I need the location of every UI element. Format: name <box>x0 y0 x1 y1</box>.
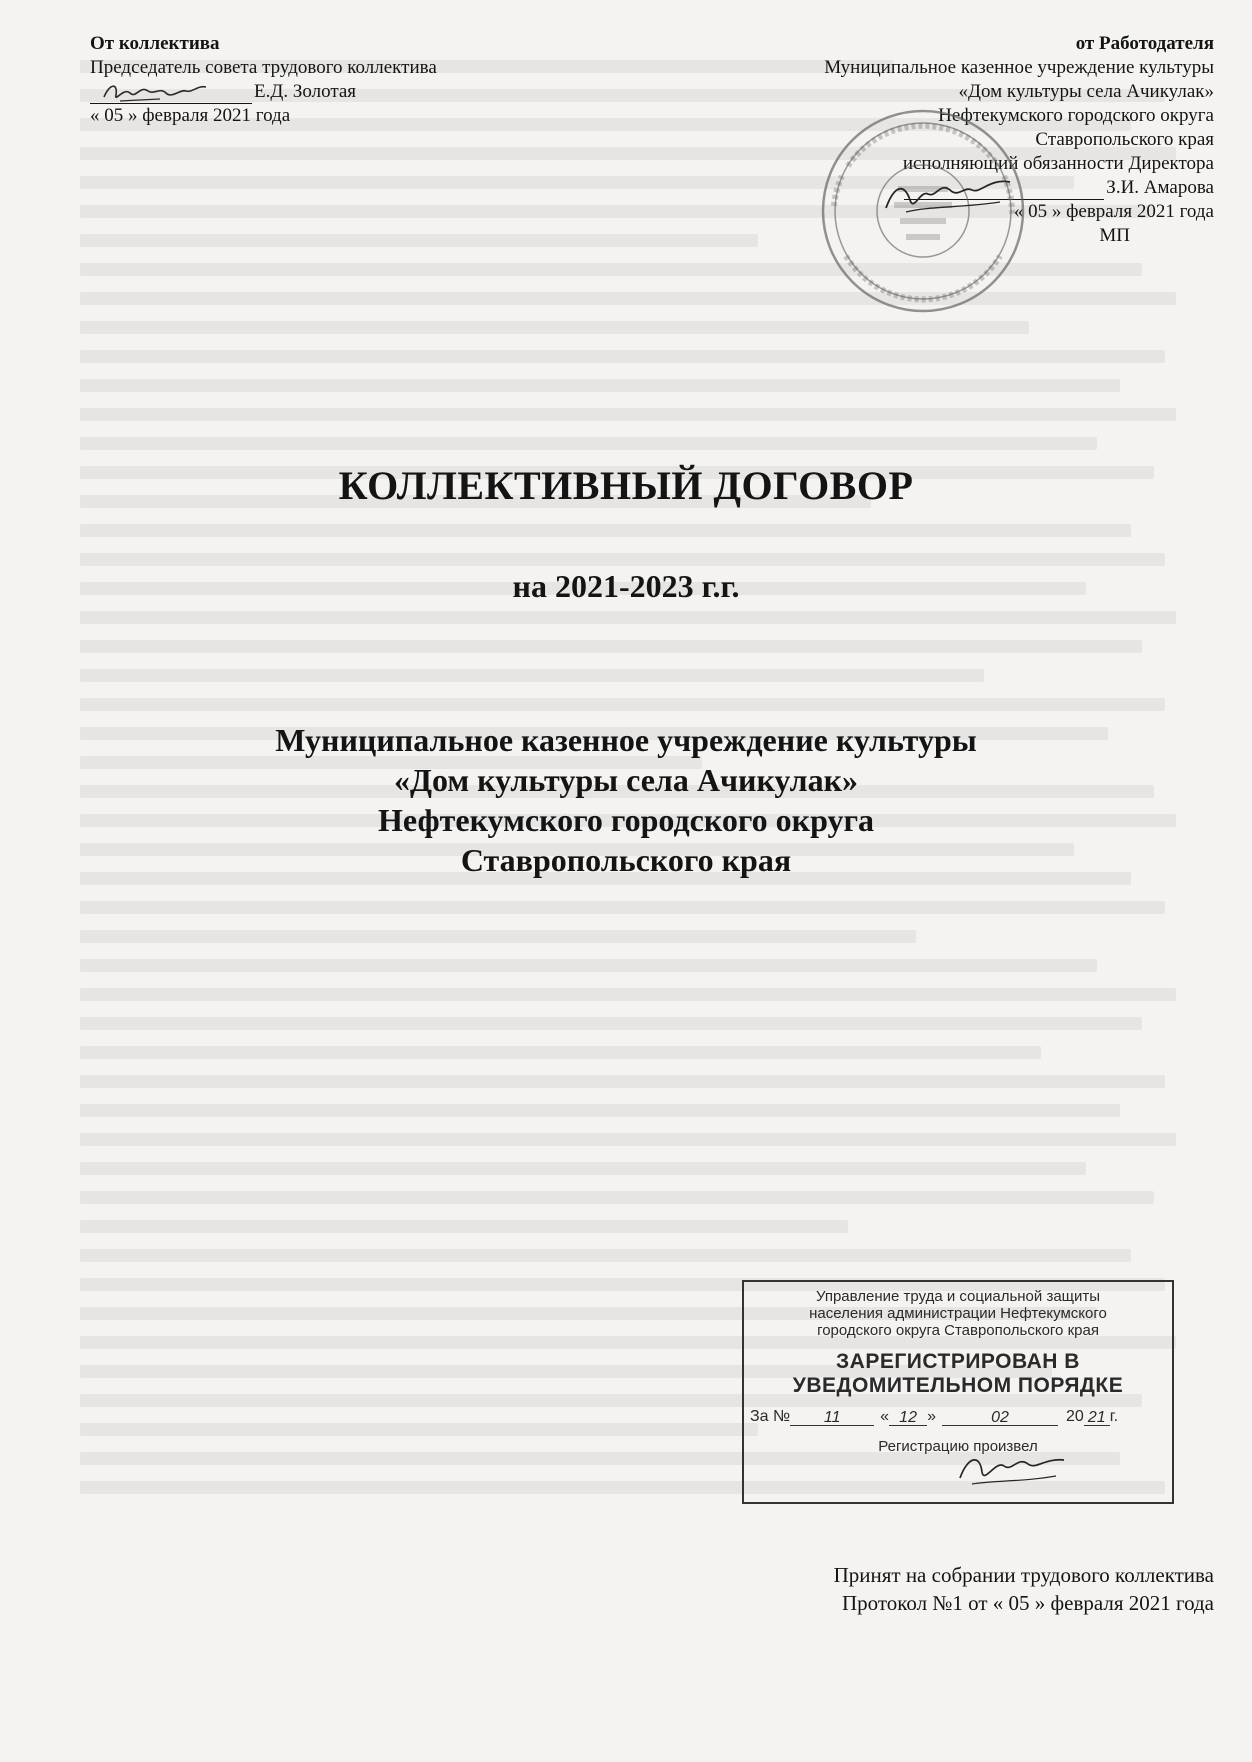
acceptance-note <box>614 1561 1214 1617</box>
registration-org-line-2: населения администрации Нефтекумского <box>809 1305 1107 1322</box>
registrar-signature <box>952 1448 1072 1492</box>
employees-position: Председатель совета трудового коллектива <box>90 57 437 78</box>
document-period: на 2021-2023 г.г. <box>512 568 740 604</box>
employer-signatory: З.И. Амарова <box>1106 177 1214 198</box>
registration-stamp <box>742 1280 1174 1504</box>
registration-org-line-1: Управление труда и социальной защиты <box>815 1288 1101 1305</box>
registration-number-value: 11 <box>790 1409 874 1426</box>
employer-position: исполняющий обязанности Директора <box>902 153 1214 174</box>
handwritten-signature-amarova <box>880 172 1020 222</box>
employer-org-line-4: Ставропольского края <box>1035 129 1214 150</box>
employer-header: от Работодателя <box>1075 33 1214 54</box>
employees-signatory: Е.Д. Золотая <box>254 81 357 102</box>
acceptance-line-2: Протокол №1 от « 05 » февраля 2021 года <box>841 1591 1214 1615</box>
registration-year-unit: г. <box>1109 1408 1119 1425</box>
registration-stamp-org <box>742 1288 1174 1339</box>
registration-year-prefix: 20 <box>1065 1408 1084 1425</box>
organization-name-line-4: Ставропольского края <box>460 842 792 878</box>
registration-status <box>742 1350 1174 1398</box>
employees-date: « 05 » февраля 2021 года <box>90 105 291 126</box>
registration-year-suffix: 21 <box>1084 1409 1110 1426</box>
employees-approval-block <box>90 32 530 128</box>
registration-day: 12 <box>889 1409 927 1426</box>
employer-org-line-2: «Дом культуры села Ачикулак» <box>958 81 1214 102</box>
document-title: КОЛЛЕКТИВНЫЙ ДОГОВОР <box>338 463 914 508</box>
handwritten-signature-zolotaya <box>100 77 210 107</box>
employer-org-line-3: Нефтекумского городского округа <box>938 105 1214 126</box>
employer-org-line-1: Муниципальное казенное учреждение культуры <box>824 57 1214 78</box>
registration-month: 02 <box>942 1409 1058 1426</box>
organization-name-block <box>0 720 1252 880</box>
registration-org-line-3: городского округа Ставропольского края <box>817 1322 1099 1339</box>
registration-number-prefix: За № <box>750 1408 791 1425</box>
registration-status-line-2: УВЕДОМИТЕЛЬНОМ ПОРЯДКЕ <box>792 1374 1124 1397</box>
employees-signature-line <box>90 83 252 104</box>
registration-number-row: За № 11 « 12 » 02 20 21 г. <box>750 1408 1119 1426</box>
organization-name-line-2: «Дом культуры села Ачикулак» <box>393 762 859 798</box>
seal-mark: МП <box>1099 225 1130 246</box>
acceptance-line-1: Принят на собрании трудового коллектива <box>833 1563 1214 1587</box>
employer-date: « 05 » февраля 2021 года <box>1013 201 1214 222</box>
registration-status-line-1: ЗАРЕГИСТРИРОВАН В <box>836 1350 1080 1373</box>
employees-header: От коллектива <box>90 33 220 54</box>
organization-name-line-1: Муниципальное казенное учреждение культуры <box>275 722 977 758</box>
employees-signature-row <box>90 80 530 104</box>
organization-name-line-3: Нефтекумского городского округа <box>378 802 874 838</box>
registration-by-label: Регистрацию произвел <box>878 1438 1038 1455</box>
